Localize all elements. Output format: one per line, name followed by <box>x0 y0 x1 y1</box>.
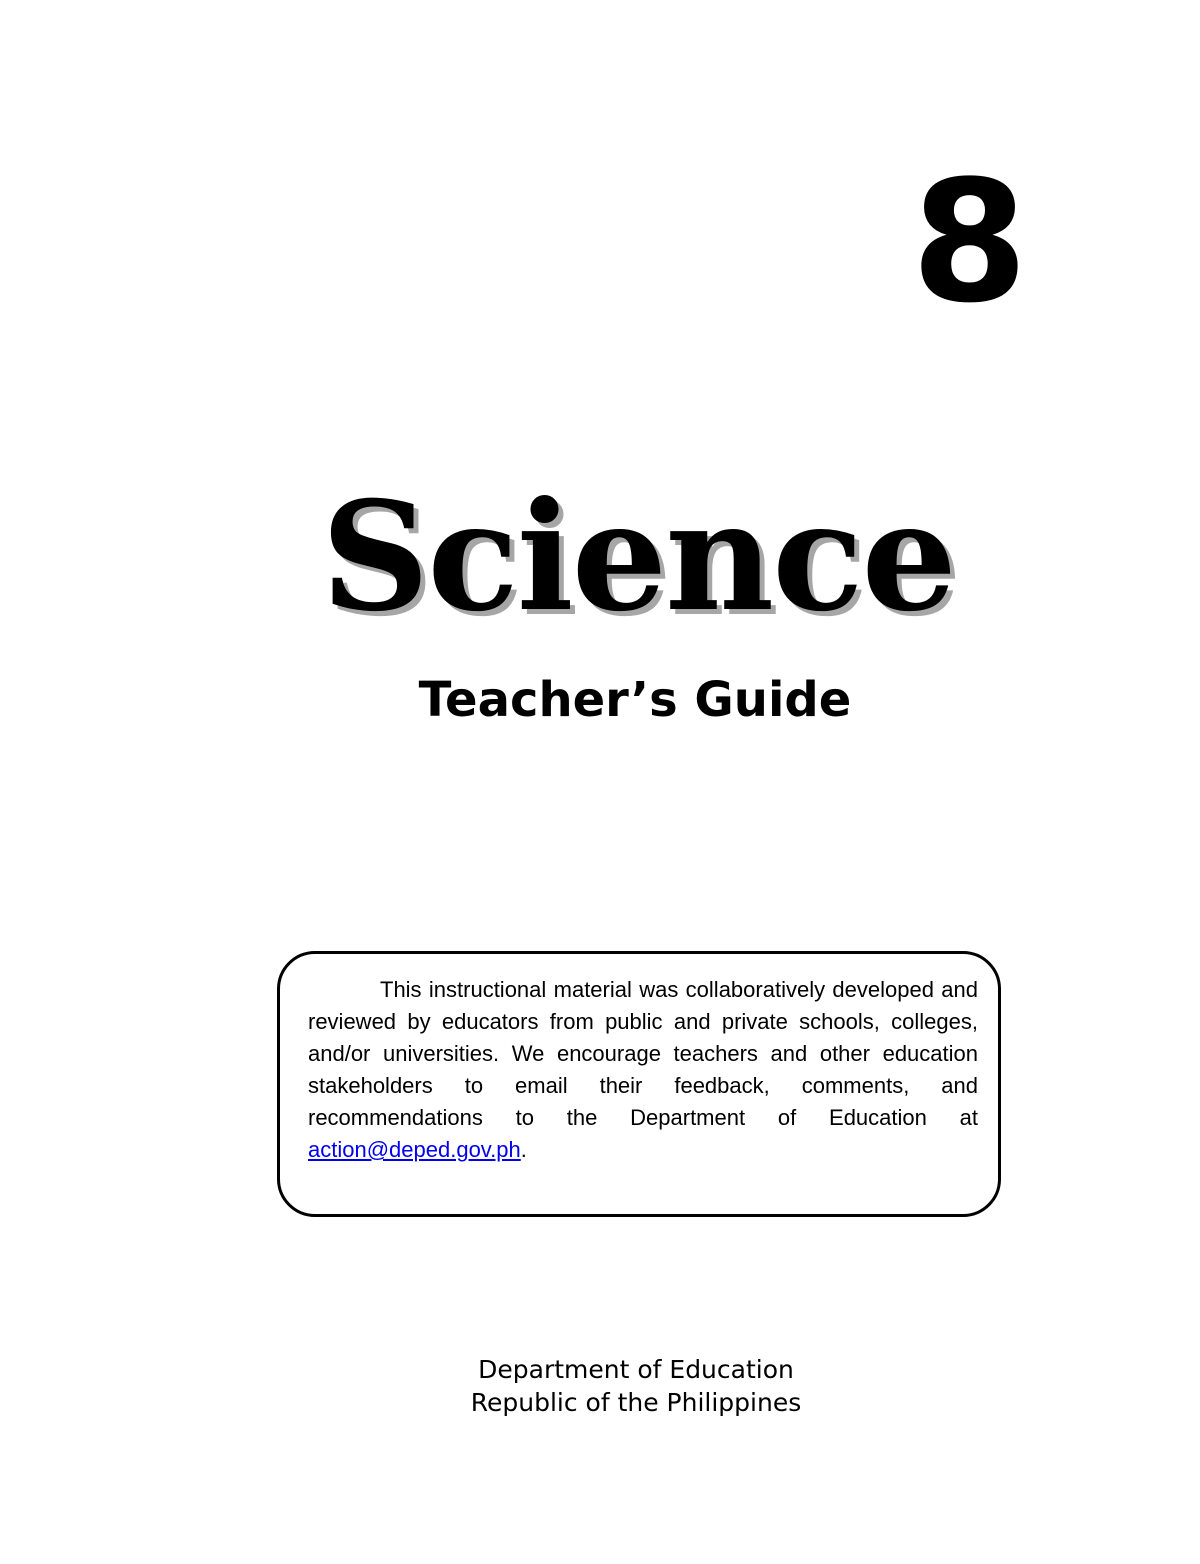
email-link[interactable]: action@deped.gov.ph <box>308 1137 521 1162</box>
grade-number: 8 <box>911 144 1028 340</box>
guide-title: Teacher’s Guide <box>418 672 852 728</box>
publisher-department: Department of Education <box>478 1355 794 1384</box>
publisher-footer <box>0 1353 1200 1419</box>
subject-title: Science <box>321 469 955 645</box>
notice-box <box>277 951 1001 1217</box>
notice-paragraph <box>308 974 978 1166</box>
notice-text-after-link: . <box>520 1137 527 1162</box>
notice-text-before-link: This instructional material was collaboratively developed and reviewed by educators from public and private schools, colleges, and/or universities. We encourage teachers and other education stakeholders to email their feedback, comments, and recommendations to the Department of Education at <box>308 977 978 1130</box>
publisher-country: Republic of the Philippines <box>470 1388 802 1417</box>
